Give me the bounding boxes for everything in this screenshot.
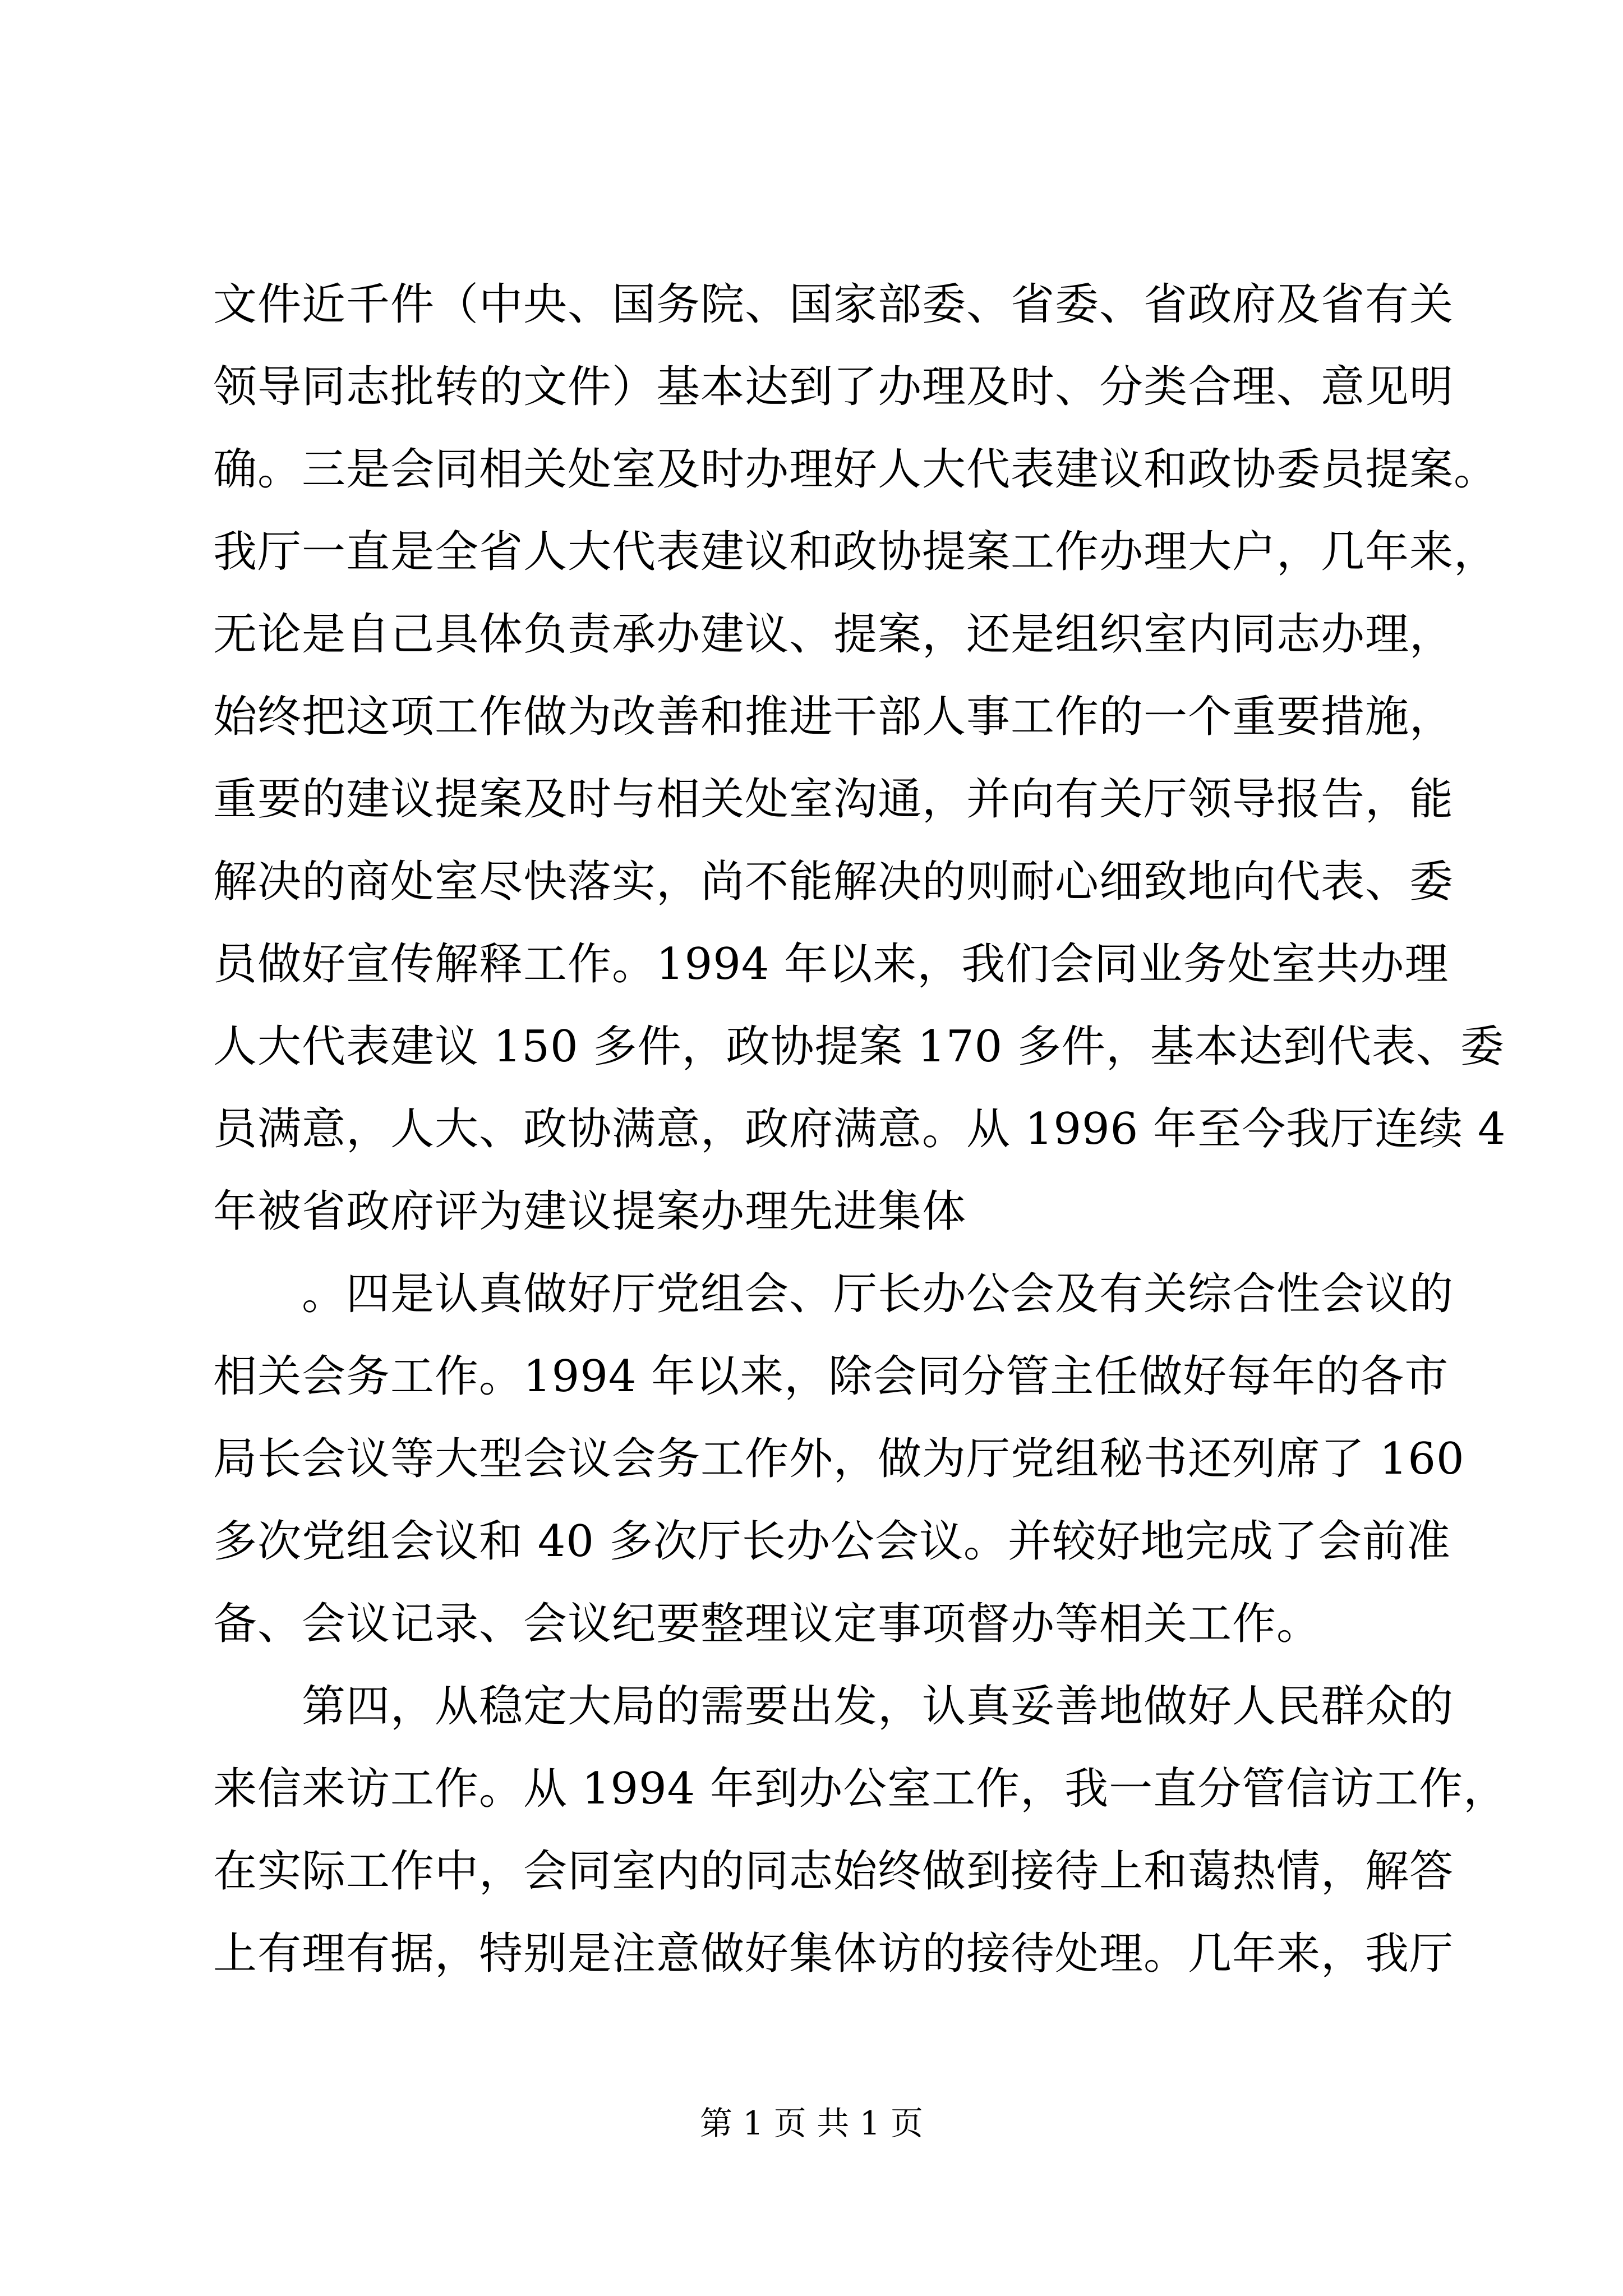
text-line: 重要的建议提案及时与相关处室沟通，并向有关厅领导报告，能 bbox=[213, 774, 1454, 825]
text-line: 解决的商处室尽快落实，尚不能解决的则耐心细致地向代表、委 bbox=[213, 857, 1454, 907]
page-footer bbox=[0, 2101, 1623, 2146]
text-line: 无论是自己具体负责承办建议、提案，还是组织室内同志办理， bbox=[213, 609, 1454, 660]
text-line: 员做好宣传解释工作。1994 年以来，我们会同业务处室共办理 bbox=[213, 939, 1449, 990]
text-line: 文件近千件（中央、国务院、国家部委、省委、省政府及省有关 bbox=[213, 279, 1454, 330]
text-line: 。四是认真做好厅党组会、厅长办公会及有关综合性会议的 bbox=[213, 1269, 1454, 1319]
text-line: 来信来访工作。从 1994 年到办公室工作，我一直分管信访工作， bbox=[213, 1764, 1508, 1814]
text-line: 确。三是会同相关处室及时办理好人大代表建议和政协委员提案。 bbox=[213, 444, 1498, 495]
text-line: 相关会务工作。1994 年以来，除会同分管主任做好每年的各市 bbox=[213, 1351, 1449, 1402]
text-line: 局长会议等大型会议会务工作外，做为厅党组秘书还列席了 160 bbox=[213, 1434, 1465, 1484]
text-line: 始终把这项工作做为改善和推进干部人事工作的一个重要措施， bbox=[213, 692, 1454, 742]
text-line: 年被省政府评为建议提案办理先进集体 bbox=[213, 1186, 967, 1237]
text-line: 第四，从稳定大局的需要出发，认真妥善地做好人民群众的 bbox=[213, 1681, 1454, 1732]
text-line: 备、会议记录、会议纪要整理议定事项督办等相关工作。 bbox=[213, 1599, 1321, 1649]
document-body bbox=[213, 264, 1508, 1995]
text-line: 员满意，人大、政协满意，政府满意。从 1996 年至今我厅连续 4 bbox=[213, 1104, 1506, 1154]
text-line: 人大代表建议 150 多件，政协提案 170 多件，基本达到代表、委 bbox=[213, 1022, 1505, 1072]
text-line: 多次党组会议和 40 多次厅长办公会议。并较好地完成了会前准 bbox=[213, 1516, 1451, 1567]
text-line: 领导同志批转的文件）基本达到了办理及时、分类合理、意见明 bbox=[213, 362, 1454, 412]
page-number: 第 1 页 共 1 页 bbox=[700, 2104, 923, 2142]
text-line: 上有理有据，特别是注意做好集体访的接待处理。几年来，我厅 bbox=[213, 1929, 1454, 1979]
text-line: 我厅一直是全省人大代表建议和政协提案工作办理大户，几年来， bbox=[213, 527, 1498, 577]
text-line: 在实际工作中，会同室内的同志始终做到接待上和蔼热情，解答 bbox=[213, 1846, 1454, 1897]
